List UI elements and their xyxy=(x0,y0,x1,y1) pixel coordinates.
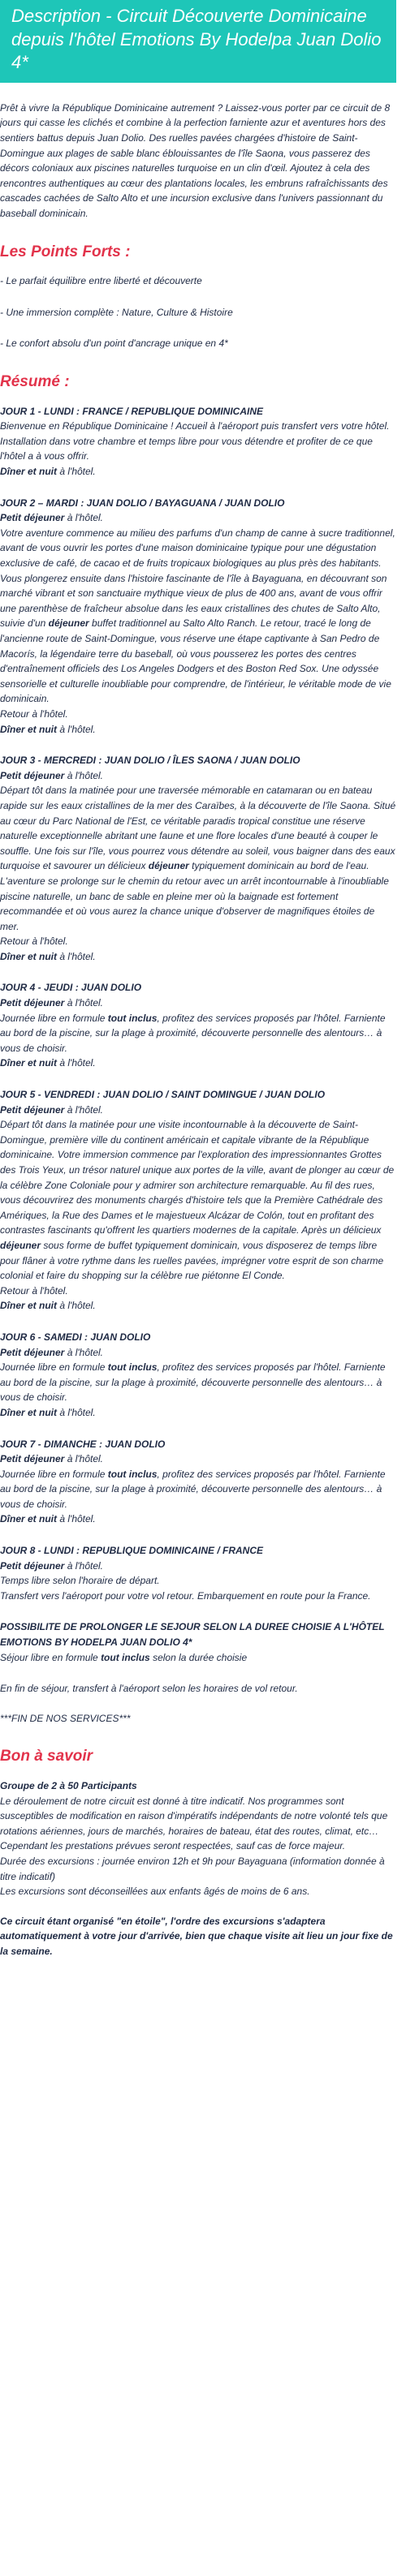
day-text-part: Départ tôt dans la matinée pour une traversée mémorable en catamaran ou en bateau rapide sur les eaux cristallines de la mer des Caraïbes, à la découverte de l'île Saona. Situé au cœur du Parc National de l'Est, ce véritable paradis tropical constitue une réserve naturelle exceptionnelle abritant une faune et une flore locales d'une beauté à couper le souffle. Une fois sur l'île, vous pourrez vous détendre au soleil, vous baigner dans des eaux turquoise et savourer un délicieux xyxy=(0,785,396,872)
day-text-part: , profitez des services proposés par l'hôtel. Farniente au bord de la piscine, sur la plage à proximité, découverte personnelle des alentours… à vous de choisir. xyxy=(0,1012,386,1054)
breakfast-line xyxy=(0,510,396,526)
breakfast-line xyxy=(0,1103,396,1118)
return-line: Retour à l'hôtel. xyxy=(0,707,68,720)
day-text-part: Journée libre en formule xyxy=(0,1361,108,1374)
day-text-part: typiquement dominicain au bord de l'eau. L'aventure se prolonge sur le chemin du retour avec un arrêt incontournable à l'inoubliable piscine naturelle, un banc de sable en pleine mer où la baignade est fortement recommandée et où vous aurez la chance unique d'observer de magnifiques étoiles de mer. xyxy=(0,860,389,932)
group-size-text: Groupe de 2 à 50 Participants xyxy=(0,1780,137,1792)
day-text-bold: tout inclus xyxy=(107,1012,158,1024)
point-fort-item: - Une immersion complète : Nature, Culture & Histoire xyxy=(0,306,233,318)
day-text-part: Journée libre en formule xyxy=(0,1468,108,1480)
day-text xyxy=(0,783,396,934)
diner-line xyxy=(0,949,396,965)
diner-rest: à l'hôtel. xyxy=(57,1406,96,1418)
age-restriction-text: Les excursions sont déconseillées aux enfants âgés de moins de 6 ans. xyxy=(0,1886,310,1898)
page-title: Description - Circuit Découverte Dominicaine depuis l'hôtel Emotions By Hodelpa Juan Dolio 4* xyxy=(0,0,396,83)
breakfast-line xyxy=(0,1559,396,1574)
day-text-part: Départ tôt dans la matinée pour une visite incontournable à la découverte de Saint-Domingue, première ville du continent américain et capitale vibrante de la République dominicaine. Votre immersion commence par l'exploration des impressionnantes Grottes des Trois Yeux, un trésor naturel unique aux portes de la ville, avant de plonger au cœur de la célèbre Zone Coloniale pour y admirer son architecture remarquable. Au fil des rues, vous découvrirez des monuments chargés d'histoire tels que la Première Cathédrale des Amériques, la Rue des Dames et le majestueux Alcázar de Colón, tout en profitant des contrastes fascinants qu'offrent les quartiers modernes de la capitale. Après un délicieux xyxy=(0,1119,395,1236)
breakfast-rest: à l'hôtel. xyxy=(64,1103,104,1116)
diner-rest: à l'hôtel. xyxy=(57,466,96,478)
diner-rest: à l'hôtel. xyxy=(57,1300,96,1312)
day-title: JOUR 7 - DIMANCHE : JUAN DOLIO xyxy=(0,1438,166,1450)
diner-line xyxy=(0,1405,396,1421)
diner-rest: à l'hôtel. xyxy=(57,1057,96,1069)
day-5 xyxy=(0,1087,396,1314)
day-text xyxy=(0,1360,396,1405)
breakfast-line xyxy=(0,1345,396,1361)
disclaimer-text: Le déroulement de notre circuit est donné à titre indicatif. Nos programmes sont susceptibles de modification en raison d'impératifs indépendants de notre volonté tels que rotations aériennes, jours de marchés, horaires de bateau, état des routes, climat, etc… Cependant les prestations prévues seront respectées, sauf cas de force majeur. xyxy=(0,1795,388,1852)
diner-label: Dîner et nuit xyxy=(0,1406,58,1418)
end-of-services-text: ***FIN DE NOS SERVICES*** xyxy=(0,1712,131,1724)
main-content xyxy=(0,101,406,1959)
return-line: Retour à l'hôtel. xyxy=(0,1284,68,1297)
day-title: JOUR 5 - VENDREDI : JUAN DOLIO / SAINT DOMINGUE / JUAN DOLIO xyxy=(0,1089,326,1101)
point-fort-item: - Le confort absolu d'un point d'ancrage unique en 4* xyxy=(0,338,228,350)
day-title: JOUR 1 - LUNDI : FRANCE / REPUBLIQUE DOMINICAINE xyxy=(0,405,264,417)
prolongation-text-part: Séjour libre en formule xyxy=(0,1651,102,1663)
day-text xyxy=(0,1011,396,1056)
diner-rest: à l'hôtel. xyxy=(57,723,96,735)
prolongation-block xyxy=(0,1619,396,1665)
day-text-part: Votre aventure commence au milieu des parfums d'un champ de canne à sucre traditionnel, avant de vous ouvrir les portes d'une maison dominicaine typique pour une dégustation exclusive de café, de cacao et de fruits tropicaux biologiques au plus près des habitants. Vous plongerez ensuite dans l'histoire fascinante de l'île à Bayaguana, en découvrant son marché vibrant et son sanctuaire mythique vieux de plus de 400 ans, avant de vous offrir une parenthèse de fraîcheur absolue dans les eaux cristallines des chutes de Salto Alto, suivie d'un xyxy=(0,527,395,630)
diner-line xyxy=(0,1512,396,1527)
day-text: Temps libre selon l'horaire de départ. xyxy=(0,1575,160,1587)
day-title: JOUR 6 - SAMEDI : JUAN DOLIO xyxy=(0,1331,151,1343)
points-forts-heading: Les Points Forts : xyxy=(0,243,131,260)
day-1 xyxy=(0,404,396,480)
day-text-bold: tout inclus xyxy=(107,1361,158,1374)
breakfast-label: Petit déjeuner xyxy=(0,769,65,781)
prolongation-text xyxy=(0,1650,396,1666)
breakfast-rest: à l'hôtel. xyxy=(64,997,104,1009)
diner-rest: à l'hôtel. xyxy=(57,1513,96,1525)
diner-line xyxy=(0,722,396,738)
day-8 xyxy=(0,1543,396,1603)
excursion-duration-text: Durée des excursions : journée environ 12h et 9h pour Bayaguana (information donnée à titre indicatif) xyxy=(0,1856,385,1882)
breakfast-label: Petit déjeuner xyxy=(0,1453,65,1465)
day-text: Transfert vers l'aéroport pour votre vol retour. Embarquement en route pour la France. xyxy=(0,1589,371,1602)
day-text xyxy=(0,1467,396,1512)
day-text: Bienvenue en République Dominicaine ! Accueil à l'aéroport puis transfert vers votre hôtel. Installation dans votre chambre et temps libre pour vous détendre et profiter de ce que l'hôtel a à vous offrir. xyxy=(0,420,390,462)
breakfast-rest: à l'hôtel. xyxy=(64,1346,104,1358)
breakfast-label: Petit déjeuner xyxy=(0,512,65,524)
day-text-bold: déjeuner xyxy=(48,617,89,630)
diner-label: Dîner et nuit xyxy=(0,1057,58,1069)
day-title: JOUR 4 - JEUDI : JUAN DOLIO xyxy=(0,982,142,994)
day-title: JOUR 2 – MARDI : JUAN DOLIO / BAYAGUANA / JUAN DOLIO xyxy=(0,497,285,509)
day-text xyxy=(0,526,396,707)
day-text-part: , profitez des services proposés par l'hôtel. Farniente au bord de la piscine, sur la plage à proximité, découverte personnelle des alentours… à vous de choisir. xyxy=(0,1361,386,1404)
breakfast-label: Petit déjeuner xyxy=(0,1346,65,1358)
diner-line xyxy=(0,1298,396,1314)
diner-line xyxy=(0,464,396,480)
diner-label: Dîner et nuit xyxy=(0,723,58,735)
breakfast-rest: à l'hôtel. xyxy=(64,769,104,781)
bon-a-savoir-heading: Bon à savoir xyxy=(0,1748,93,1765)
breakfast-line xyxy=(0,996,396,1011)
breakfast-line xyxy=(0,1451,396,1467)
day-text-bold: tout inclus xyxy=(107,1468,158,1480)
breakfast-rest: à l'hôtel. xyxy=(64,1453,104,1465)
day-6 xyxy=(0,1330,396,1421)
breakfast-rest: à l'hôtel. xyxy=(64,1559,104,1572)
breakfast-label: Petit déjeuner xyxy=(0,1559,65,1572)
intro-paragraph: Prêt à vivre la République Dominicaine autrement ? Laissez-vous porter par ce circuit de 8 jours qui casse les clichés et combine à la perfection farniente azur et aventures hors des sentiers battus depuis Juan Dolio. Des ruelles pavées chargées d'histoire de Saint-Domingue aux plages de sable blanc éblouissantes de l'île Saona, vous passerez des décors coloniaux aux piscines naturelles turquoise en un clin d'œil. Ajoutez à cela des rencontres authentiques au cœur des plantations locales, les embruns rafraîchissants des cascades cachées de Salto Alto et une incursion exclusive dans l'univers passionnant du baseball dominicain. xyxy=(0,101,391,219)
return-line: Retour à l'hôtel. xyxy=(0,935,68,948)
diner-rest: à l'hôtel. xyxy=(57,950,96,962)
prolongation-text-part: selon la durée choisie xyxy=(149,1651,248,1663)
breakfast-rest: à l'hôtel. xyxy=(64,512,104,524)
day-text-part: Journée libre en formule xyxy=(0,1012,108,1024)
point-fort-item: - Le parfait équilibre entre liberté et découverte xyxy=(0,275,202,287)
day-text-part: , profitez des services proposés par l'hôtel. Farniente au bord de la piscine, sur la plage à proximité, découverte personnelle des alentours… à vous de choisir. xyxy=(0,1468,386,1510)
day-title: JOUR 3 - MERCREDI : JUAN DOLIO / ÎLES SAONA / JUAN DOLIO xyxy=(0,755,300,767)
diner-line xyxy=(0,1056,396,1071)
diner-label: Dîner et nuit xyxy=(0,1513,58,1525)
day-text xyxy=(0,1117,396,1284)
day-text-bold: déjeuner xyxy=(0,1239,41,1251)
day-7 xyxy=(0,1437,396,1528)
diner-label: Dîner et nuit xyxy=(0,1300,58,1312)
day-3 xyxy=(0,753,396,964)
day-text-bold: déjeuner xyxy=(148,860,189,872)
day-title: JOUR 8 - LUNDI : REPUBLIQUE DOMINICAINE / FRANCE xyxy=(0,1545,264,1557)
prolongation-title: POSSIBILITE DE PROLONGER LE SEJOUR SELON LA DUREE CHOISIE A L'HÔTEL EMOTIONS BY HODELPA JUAN DOLIO 4* xyxy=(0,1621,385,1649)
diner-label: Dîner et nuit xyxy=(0,466,58,478)
end-of-stay-text: En fin de séjour, transfert à l'aéroport selon les horaires de vol retour. xyxy=(0,1683,298,1695)
breakfast-label: Petit déjeuner xyxy=(0,997,65,1009)
day-text-part: sous forme de buffet typiquement dominicain, vous disposerez de temps libre pour flâner à votre rythme dans les ruelles pavées, imprégner votre esprit de son charme colonial et faire du shopping sur la célèbre rue piétonne El Conde. xyxy=(0,1239,384,1282)
day-text-part: buffet traditionnel au Salto Alto Ranch. Le retour, tracé le long de l'ancienne route de Saint-Domingue, vous réserve une étape captivante à San Pedro de Macorís, la légendaire terre du baseball, où vous pousserez les portes des centres d'entraînement officiels des Los Angeles Dodgers et des Boston Red Sox. Une odyssée sensorielle et culturelle inoubliable pour comprendre, de l'intérieur, le véritable mode de vie dominicain. xyxy=(0,617,391,705)
star-circuit-note: Ce circuit étant organisé "en étoile", l'ordre des excursions s'adaptera automatiquement à votre jour d'arrivée, bien que chaque visite ait lieu un jour fixe de la semaine. xyxy=(0,1915,393,1958)
prolongation-text-bold: tout inclus xyxy=(101,1651,150,1663)
breakfast-label: Petit déjeuner xyxy=(0,1103,65,1116)
day-2 xyxy=(0,496,396,738)
resume-heading: Résumé : xyxy=(0,373,70,390)
day-4 xyxy=(0,980,396,1071)
diner-label: Dîner et nuit xyxy=(0,950,58,962)
breakfast-line xyxy=(0,768,396,784)
